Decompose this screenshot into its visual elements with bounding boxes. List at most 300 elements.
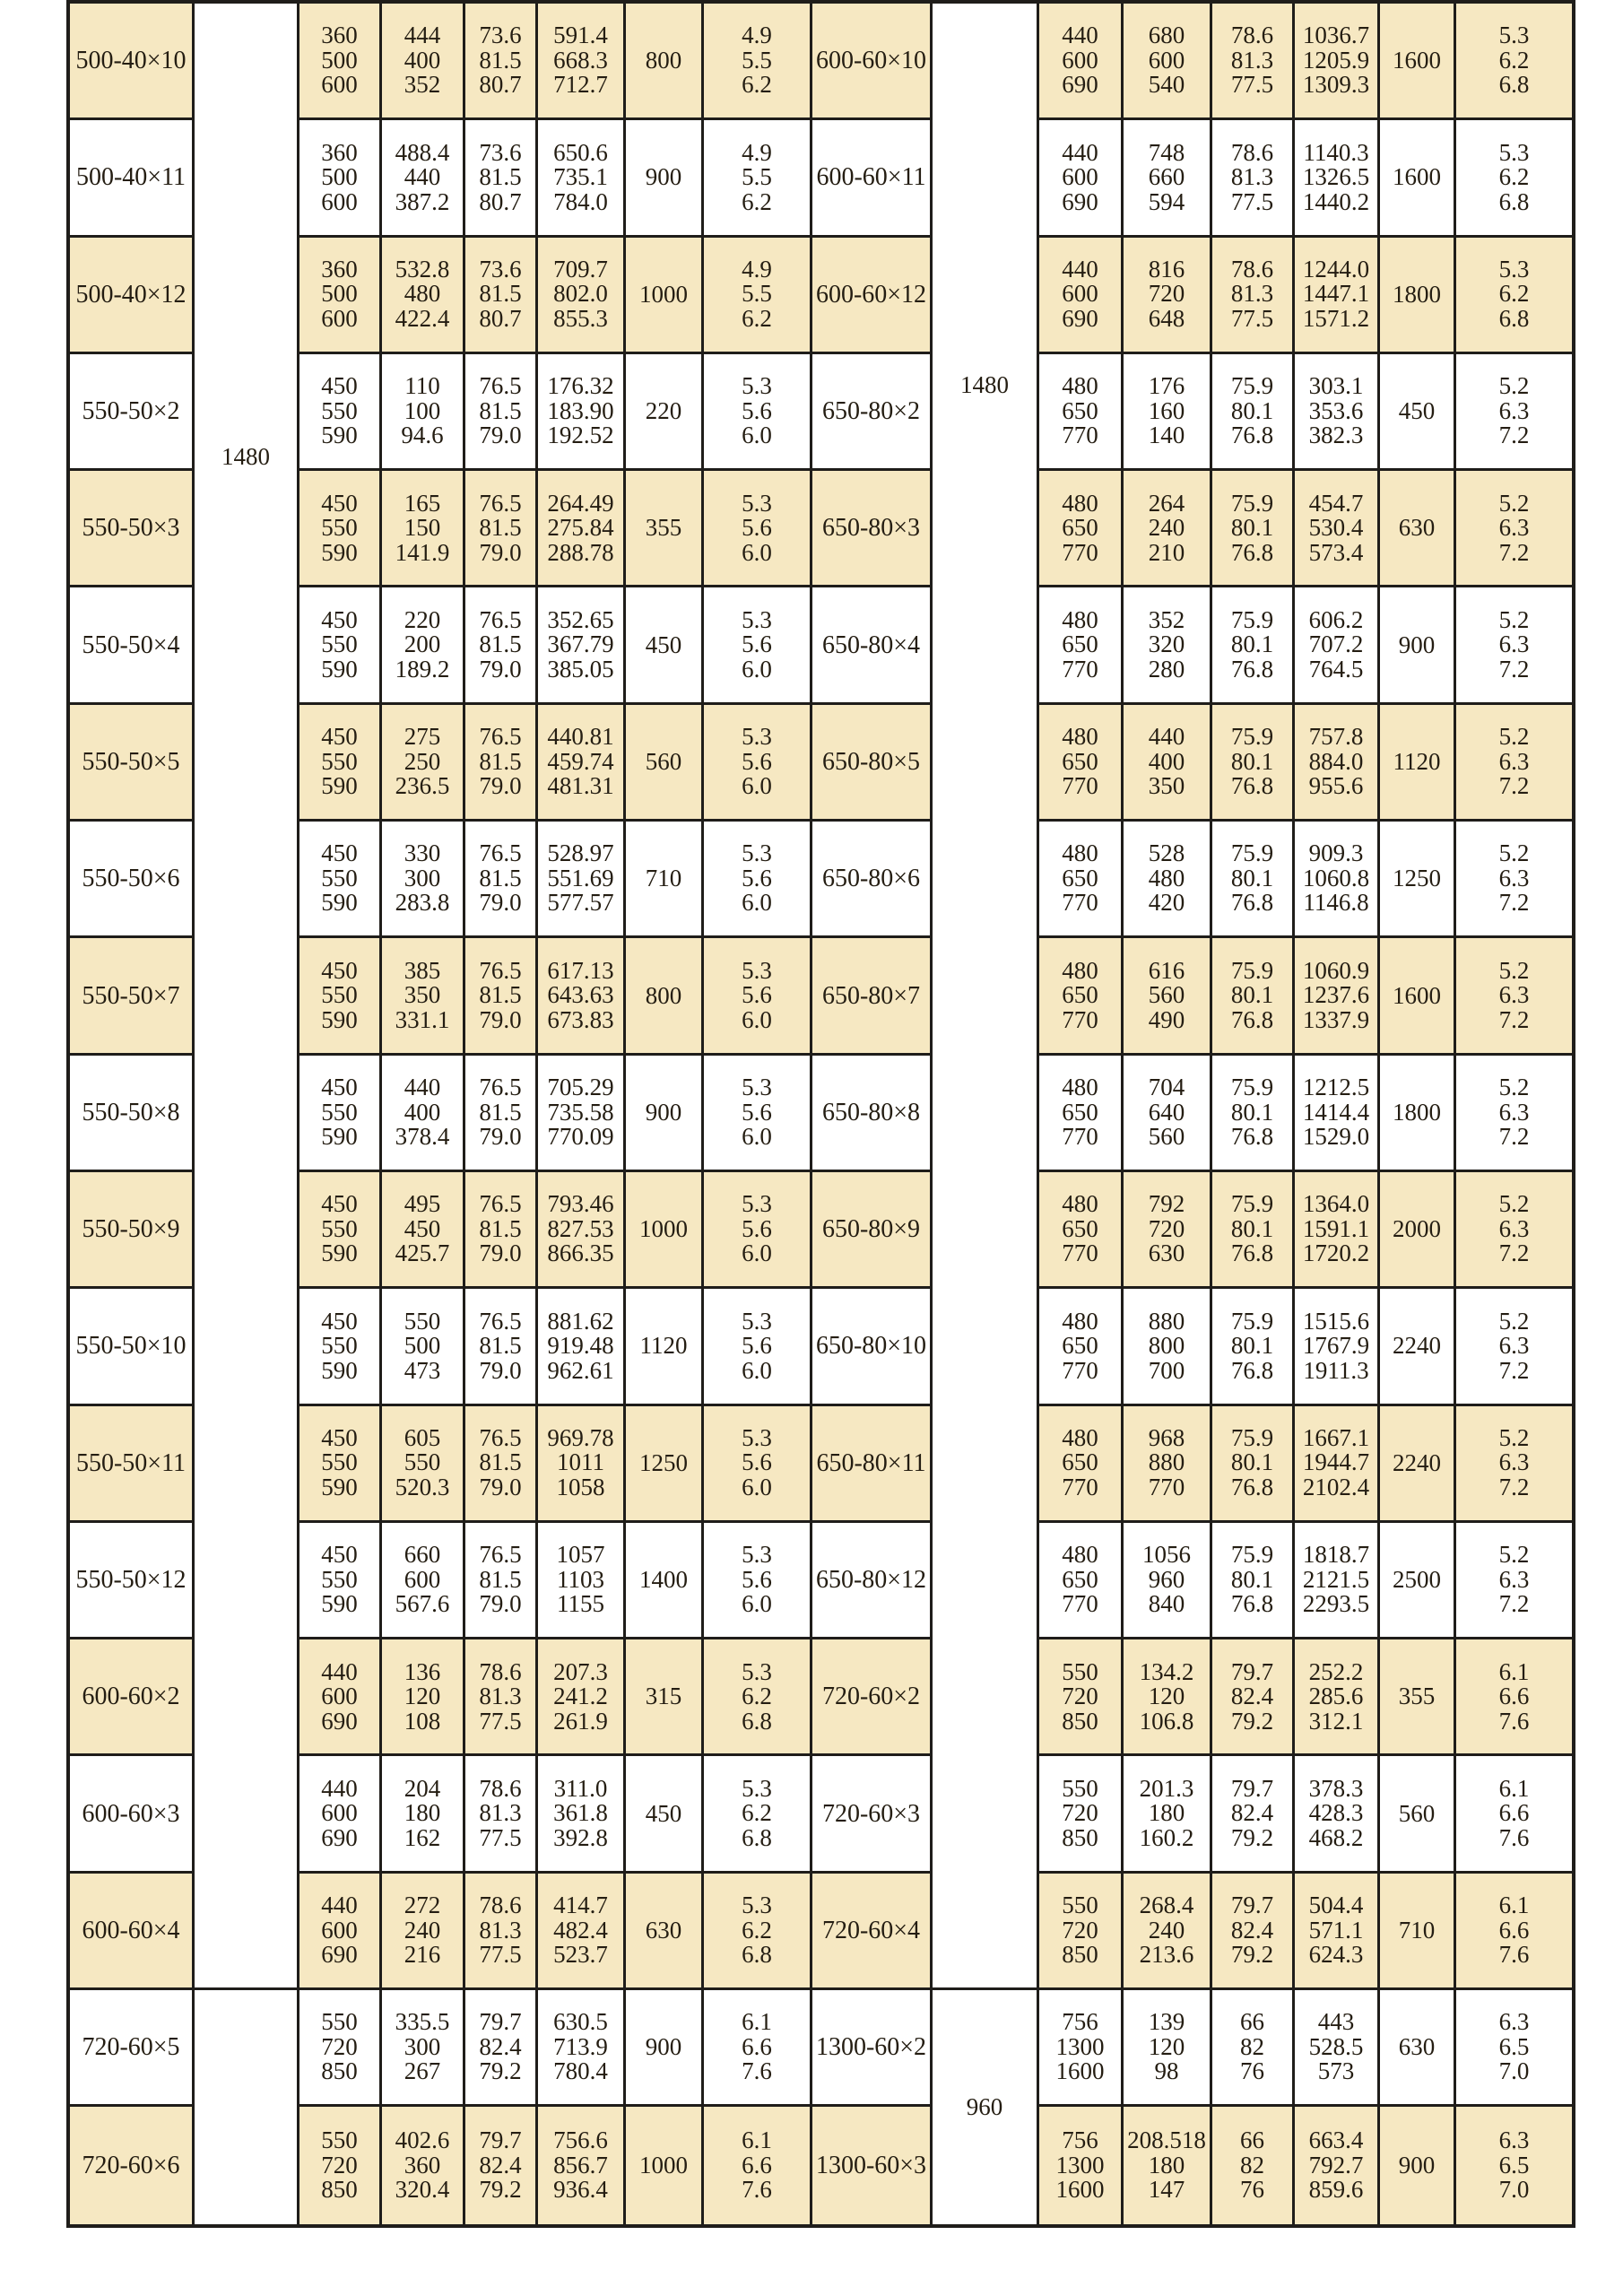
data-cell bbox=[1124, 238, 1212, 354]
data-line: 75.9 bbox=[1230, 1541, 1274, 1569]
data-line: 303.1 bbox=[1308, 372, 1364, 400]
data-line: 387.2 bbox=[395, 187, 450, 215]
data-cell bbox=[538, 471, 626, 587]
data-line: 261.9 bbox=[553, 1707, 608, 1735]
data-line: 352.65 bbox=[547, 605, 614, 633]
data-line: 7.0 bbox=[1498, 2057, 1530, 2085]
data-cell bbox=[1212, 354, 1295, 471]
data-line: 468.2 bbox=[1308, 1823, 1364, 1851]
data-line: 1571.2 bbox=[1302, 304, 1370, 332]
data-line: 5.5 bbox=[742, 163, 772, 191]
data-line: 300 bbox=[404, 2032, 441, 2060]
data-line: 6.0 bbox=[742, 772, 772, 800]
data-cell bbox=[382, 587, 465, 704]
data-line: 180 bbox=[1148, 2151, 1185, 2179]
data-line: 648 bbox=[1148, 304, 1185, 332]
data-line: 630.5 bbox=[553, 2008, 608, 2036]
data-line: 134.2 bbox=[1139, 1657, 1194, 1685]
data-line: 81.3 bbox=[479, 1916, 522, 1944]
data-line: 600 bbox=[1148, 46, 1185, 74]
data-line: 81.3 bbox=[1230, 280, 1274, 308]
data-line: 6.3 bbox=[1498, 1565, 1530, 1593]
value-cell bbox=[626, 120, 704, 237]
data-line: 100 bbox=[404, 396, 441, 424]
data-line: 6.8 bbox=[1498, 71, 1530, 99]
data-cell bbox=[465, 1639, 538, 1756]
data-line: 272 bbox=[404, 1892, 441, 1919]
data-line: 392.8 bbox=[553, 1823, 608, 1851]
data-line: 450 bbox=[321, 605, 358, 633]
data-line: 1140.3 bbox=[1303, 138, 1369, 166]
data-cell bbox=[299, 1874, 382, 1990]
data-line: 76.8 bbox=[1230, 1473, 1274, 1500]
data-cell bbox=[1295, 471, 1380, 587]
data-line: 650 bbox=[1062, 1448, 1098, 1476]
data-line: 241.2 bbox=[553, 1683, 608, 1710]
data-line: 590 bbox=[321, 1239, 358, 1267]
data-line: 720 bbox=[321, 2151, 358, 2179]
data-line: 440 bbox=[1062, 22, 1098, 49]
data-line: 735.1 bbox=[553, 163, 608, 191]
data-line: 756 bbox=[1062, 2126, 1098, 2154]
data-line: 6.2 bbox=[1498, 280, 1530, 308]
data-line: 79.7 bbox=[479, 2126, 522, 2154]
data-cell bbox=[465, 1056, 538, 1172]
data-line: 6.3 bbox=[1498, 2008, 1530, 2036]
data-line: 385.05 bbox=[547, 655, 614, 683]
data-line: 264.49 bbox=[547, 489, 614, 517]
data-line: 450 bbox=[321, 1074, 358, 1101]
data-line: 98 bbox=[1154, 2057, 1179, 2085]
data-line: 550 bbox=[321, 981, 358, 1009]
data-line: 955.6 bbox=[1308, 772, 1364, 800]
data-line: 6.6 bbox=[1498, 1683, 1530, 1710]
data-line: 1447.1 bbox=[1302, 280, 1370, 308]
data-line: 400 bbox=[1148, 747, 1185, 775]
data-cell bbox=[299, 354, 382, 471]
data-line: 81.5 bbox=[479, 1565, 522, 1593]
speed-value: 1480 bbox=[221, 443, 270, 470]
data-line: 283.8 bbox=[395, 889, 450, 917]
data-line: 75.9 bbox=[1230, 605, 1274, 633]
data-line: 79.2 bbox=[1230, 1707, 1274, 1735]
data-line: 504.4 bbox=[1308, 1892, 1364, 1919]
data-line: 73.6 bbox=[479, 22, 522, 49]
data-line: 312.1 bbox=[1308, 1707, 1364, 1735]
value: 900 bbox=[645, 2033, 682, 2061]
data-line: 440 bbox=[321, 1892, 358, 1919]
data-line: 440 bbox=[1148, 723, 1185, 751]
data-line: 550 bbox=[1062, 1774, 1098, 1802]
data-line: 866.35 bbox=[547, 1239, 614, 1267]
data-line: 75.9 bbox=[1230, 372, 1274, 400]
data-line: 80.1 bbox=[1230, 1332, 1274, 1360]
data-cell bbox=[704, 1406, 812, 1523]
data-line: 551.69 bbox=[547, 864, 614, 891]
data-line: 770 bbox=[1062, 1356, 1098, 1384]
data-line: 6.3 bbox=[1498, 1214, 1530, 1242]
data-line: 220 bbox=[404, 605, 441, 633]
model-cell: 550-50×11 bbox=[70, 1406, 195, 1523]
data-line: 5.3 bbox=[742, 1307, 772, 1335]
data-cell bbox=[704, 1990, 812, 2107]
data-cell bbox=[1456, 354, 1572, 471]
data-line: 360 bbox=[321, 255, 358, 283]
data-line: 82.4 bbox=[479, 2032, 522, 2060]
data-line: 792.7 bbox=[1308, 2151, 1364, 2179]
data-line: 6.0 bbox=[742, 422, 772, 449]
data-cell bbox=[299, 1056, 382, 1172]
data-line: 440 bbox=[404, 163, 441, 191]
data-line: 331.1 bbox=[395, 1005, 450, 1033]
data-cell bbox=[1124, 1756, 1212, 1873]
data-line: 81.3 bbox=[1230, 46, 1274, 74]
data-line: 600 bbox=[1062, 280, 1098, 308]
data-line: 81.5 bbox=[479, 631, 522, 658]
value-cell bbox=[1380, 822, 1456, 938]
data-line: 590 bbox=[321, 772, 358, 800]
value: 315 bbox=[645, 1683, 682, 1710]
data-cell bbox=[704, 2107, 812, 2223]
data-line: 1056 bbox=[1142, 1541, 1191, 1569]
data-cell bbox=[382, 1289, 465, 1405]
data-line: 80.1 bbox=[1230, 631, 1274, 658]
data-line: 2293.5 bbox=[1302, 1590, 1370, 1618]
data-line: 76.8 bbox=[1230, 1005, 1274, 1033]
data-line: 81.5 bbox=[479, 981, 522, 1009]
data-line: 550 bbox=[321, 1448, 358, 1476]
value-cell bbox=[1380, 1172, 1456, 1289]
data-cell bbox=[538, 1756, 626, 1873]
data-line: 919.48 bbox=[547, 1332, 614, 1360]
data-line: 275 bbox=[404, 723, 441, 751]
data-cell bbox=[1456, 2107, 1572, 2223]
data-line: 480 bbox=[1062, 956, 1098, 984]
data-line: 590 bbox=[321, 1123, 358, 1151]
data-line: 5.2 bbox=[1498, 956, 1530, 984]
data-line: 6.8 bbox=[1498, 304, 1530, 332]
data-cell bbox=[704, 354, 812, 471]
data-line: 80.1 bbox=[1230, 1214, 1274, 1242]
data-cell bbox=[299, 1523, 382, 1639]
data-line: 816 bbox=[1148, 255, 1185, 283]
data-line: 378.3 bbox=[1308, 1774, 1364, 1802]
data-line: 690 bbox=[1062, 187, 1098, 215]
data-cell bbox=[382, 354, 465, 471]
speed-cell bbox=[933, 1990, 1039, 2224]
value-cell bbox=[1380, 238, 1456, 354]
model-cell: 650-80×7 bbox=[812, 938, 933, 1055]
value: 2240 bbox=[1393, 1448, 1441, 1476]
data-line: 650 bbox=[1062, 1565, 1098, 1593]
data-line: 840 bbox=[1148, 1590, 1185, 1618]
data-line: 76.8 bbox=[1230, 1239, 1274, 1267]
value: 560 bbox=[645, 747, 682, 775]
value-cell bbox=[1380, 938, 1456, 1055]
data-cell bbox=[382, 1874, 465, 1990]
data-line: 480 bbox=[1062, 1074, 1098, 1101]
data-cell bbox=[1039, 1756, 1124, 1873]
data-cell bbox=[704, 938, 812, 1055]
data-line: 6.2 bbox=[742, 1799, 772, 1827]
data-line: 81.3 bbox=[479, 1799, 522, 1827]
value-cell bbox=[1380, 1990, 1456, 2107]
data-line: 7.6 bbox=[742, 2057, 772, 2085]
model-cell: 550-50×7 bbox=[70, 938, 195, 1055]
data-line: 79.0 bbox=[479, 889, 522, 917]
data-line: 252.2 bbox=[1308, 1657, 1364, 1685]
data-line: 770 bbox=[1148, 1473, 1185, 1500]
data-cell bbox=[1212, 1756, 1295, 1873]
value: 2240 bbox=[1393, 1332, 1441, 1360]
data-line: 192.52 bbox=[547, 422, 614, 449]
data-cell bbox=[1124, 1172, 1212, 1289]
data-line: 480 bbox=[1062, 1541, 1098, 1569]
data-line: 6.1 bbox=[1498, 1774, 1530, 1802]
data-cell bbox=[704, 1756, 812, 1873]
value: 2500 bbox=[1393, 1566, 1441, 1593]
data-line: 1911.3 bbox=[1303, 1356, 1369, 1384]
data-line: 720 bbox=[1148, 280, 1185, 308]
data-line: 360 bbox=[321, 22, 358, 49]
data-cell bbox=[465, 4, 538, 120]
data-cell bbox=[465, 1172, 538, 1289]
model-cell: 650-80×10 bbox=[812, 1289, 933, 1405]
data-line: 500 bbox=[404, 1332, 441, 1360]
data-cell bbox=[1124, 120, 1212, 237]
data-cell bbox=[465, 587, 538, 704]
data-cell bbox=[704, 822, 812, 938]
model-cell: 720-60×2 bbox=[812, 1639, 933, 1756]
data-line: 236.5 bbox=[395, 772, 450, 800]
data-line: 201.3 bbox=[1139, 1774, 1194, 1802]
data-line: 1212.5 bbox=[1302, 1074, 1370, 1101]
data-line: 80.1 bbox=[1230, 396, 1274, 424]
data-line: 523.7 bbox=[553, 1941, 608, 1969]
data-line: 450 bbox=[321, 1541, 358, 1569]
model-cell: 650-80×9 bbox=[812, 1172, 933, 1289]
data-line: 75.9 bbox=[1230, 723, 1274, 751]
data-cell bbox=[1295, 1874, 1380, 1990]
data-line: 480 bbox=[1062, 1190, 1098, 1218]
data-cell bbox=[1212, 938, 1295, 1055]
data-line: 668.3 bbox=[553, 46, 608, 74]
data-cell bbox=[1039, 1523, 1124, 1639]
data-cell bbox=[704, 1523, 812, 1639]
data-line: 77.5 bbox=[479, 1941, 522, 1969]
data-line: 5.3 bbox=[1498, 255, 1530, 283]
data-line: 82.4 bbox=[1230, 1683, 1274, 1710]
data-cell bbox=[1124, 1289, 1212, 1405]
data-line: 189.2 bbox=[395, 655, 450, 683]
data-cell bbox=[538, 1172, 626, 1289]
data-line: 573.4 bbox=[1308, 538, 1364, 566]
data-cell bbox=[1456, 238, 1572, 354]
data-line: 705.29 bbox=[547, 1074, 614, 1101]
data-line: 79.7 bbox=[1230, 1657, 1274, 1685]
model-cell: 650-80×2 bbox=[812, 354, 933, 471]
data-line: 540 bbox=[1148, 71, 1185, 99]
data-line: 7.2 bbox=[1498, 1005, 1530, 1033]
data-line: 311.0 bbox=[553, 1774, 608, 1802]
data-line: 7.2 bbox=[1498, 655, 1530, 683]
data-line: 79.0 bbox=[479, 1239, 522, 1267]
data-line: 6.6 bbox=[742, 2032, 772, 2060]
data-cell bbox=[1039, 938, 1124, 1055]
data-line: 450 bbox=[321, 372, 358, 400]
data-cell bbox=[1124, 1406, 1212, 1523]
data-line: 5.6 bbox=[742, 514, 772, 542]
data-line: 617.13 bbox=[547, 956, 614, 984]
data-cell bbox=[704, 1874, 812, 1990]
data-line: 402.6 bbox=[395, 2126, 450, 2154]
data-line: 630 bbox=[1148, 1239, 1185, 1267]
data-cell bbox=[1212, 1523, 1295, 1639]
model-cell: 550-50×10 bbox=[70, 1289, 195, 1405]
model-cell: 550-50×12 bbox=[70, 1523, 195, 1639]
data-line: 78.6 bbox=[1230, 138, 1274, 166]
data-line: 81.5 bbox=[479, 514, 522, 542]
model-cell: 720-60×4 bbox=[812, 1874, 933, 1990]
data-line: 76.8 bbox=[1230, 1590, 1274, 1618]
data-line: 1155 bbox=[557, 1590, 604, 1618]
data-line: 735.58 bbox=[547, 1098, 614, 1126]
data-line: 640 bbox=[1148, 1098, 1185, 1126]
data-line: 881.62 bbox=[547, 1307, 614, 1335]
data-cell bbox=[538, 1289, 626, 1405]
data-cell bbox=[1124, 471, 1212, 587]
data-line: 528.97 bbox=[547, 839, 614, 867]
value-cell bbox=[626, 4, 704, 120]
data-line: 1300 bbox=[1055, 2032, 1105, 2060]
model-cell: 650-80×11 bbox=[812, 1406, 933, 1523]
data-line: 605 bbox=[404, 1423, 441, 1451]
data-line: 320.4 bbox=[395, 2176, 450, 2204]
data-line: 884.0 bbox=[1308, 747, 1364, 775]
data-line: 690 bbox=[321, 1707, 358, 1735]
data-line: 5.6 bbox=[742, 1448, 772, 1476]
data-line: 77.5 bbox=[479, 1707, 522, 1735]
data-line: 136 bbox=[404, 1657, 441, 1685]
data-line: 213.6 bbox=[1139, 1941, 1194, 1969]
value: 630 bbox=[645, 1916, 682, 1944]
data-cell bbox=[299, 1406, 382, 1523]
data-cell bbox=[465, 238, 538, 354]
data-line: 79.7 bbox=[1230, 1774, 1274, 1802]
data-line: 7.0 bbox=[1498, 2176, 1530, 2204]
model-cell: 600-60×2 bbox=[70, 1639, 195, 1756]
data-line: 7.2 bbox=[1498, 889, 1530, 917]
data-line: 500 bbox=[321, 163, 358, 191]
data-cell bbox=[1039, 1990, 1124, 2107]
data-line: 650 bbox=[1062, 514, 1098, 542]
data-line: 75.9 bbox=[1230, 1074, 1274, 1101]
data-line: 450 bbox=[321, 1307, 358, 1335]
data-line: 361.8 bbox=[553, 1799, 608, 1827]
data-line: 1591.1 bbox=[1302, 1214, 1370, 1242]
data-cell bbox=[382, 120, 465, 237]
data-cell bbox=[382, 4, 465, 120]
data-line: 1529.0 bbox=[1302, 1123, 1370, 1151]
data-cell bbox=[1124, 1056, 1212, 1172]
data-line: 352 bbox=[404, 71, 441, 99]
data-line: 76.8 bbox=[1230, 889, 1274, 917]
data-line: 1767.9 bbox=[1302, 1332, 1370, 1360]
data-cell bbox=[1456, 938, 1572, 1055]
data-line: 770 bbox=[1062, 1005, 1098, 1033]
data-line: 5.2 bbox=[1498, 605, 1530, 633]
data-line: 385 bbox=[404, 956, 441, 984]
model-cell: 550-50×6 bbox=[70, 822, 195, 938]
data-line: 480 bbox=[1062, 1423, 1098, 1451]
data-line: 6.0 bbox=[742, 1123, 772, 1151]
data-line: 79.2 bbox=[1230, 1823, 1274, 1851]
data-line: 81.5 bbox=[479, 163, 522, 191]
data-line: 73.6 bbox=[479, 138, 522, 166]
data-line: 500 bbox=[321, 46, 358, 74]
data-cell bbox=[704, 1056, 812, 1172]
data-line: 6.5 bbox=[1498, 2032, 1530, 2060]
data-cell bbox=[1295, 705, 1380, 822]
data-line: 77.5 bbox=[1230, 71, 1274, 99]
data-line: 76.5 bbox=[479, 723, 522, 751]
data-line: 1205.9 bbox=[1302, 46, 1370, 74]
data-line: 720 bbox=[1062, 1683, 1098, 1710]
data-line: 81.5 bbox=[479, 864, 522, 891]
data-cell bbox=[538, 1406, 626, 1523]
data-line: 550 bbox=[1062, 1657, 1098, 1685]
data-line: 180 bbox=[404, 1799, 441, 1827]
data-line: 79.0 bbox=[479, 1123, 522, 1151]
data-cell bbox=[465, 354, 538, 471]
data-line: 108 bbox=[404, 1707, 441, 1735]
data-line: 550 bbox=[1062, 1892, 1098, 1919]
speed-cell bbox=[195, 4, 299, 1990]
model-cell: 500-40×12 bbox=[70, 238, 195, 354]
data-line: 571.1 bbox=[1308, 1916, 1364, 1944]
value: 1600 bbox=[1393, 47, 1441, 74]
data-line: 550 bbox=[321, 747, 358, 775]
data-line: 850 bbox=[321, 2057, 358, 2085]
data-line: 76.5 bbox=[479, 1307, 522, 1335]
data-cell bbox=[704, 587, 812, 704]
data-line: 76.5 bbox=[479, 1074, 522, 1101]
value: 560 bbox=[1398, 1799, 1436, 1827]
data-line: 1103 bbox=[557, 1565, 604, 1593]
data-line: 770 bbox=[1062, 655, 1098, 683]
data-line: 600 bbox=[321, 187, 358, 215]
data-line: 82.4 bbox=[1230, 1799, 1274, 1827]
data-line: 240 bbox=[1148, 514, 1185, 542]
data-line: 5.3 bbox=[1498, 138, 1530, 166]
data-line: 850 bbox=[321, 2176, 358, 2204]
data-line: 78.6 bbox=[1230, 22, 1274, 49]
data-line: 5.5 bbox=[742, 46, 772, 74]
data-line: 78.6 bbox=[479, 1892, 522, 1919]
data-line: 183.90 bbox=[547, 396, 614, 424]
data-cell bbox=[1456, 4, 1572, 120]
data-line: 79.0 bbox=[479, 422, 522, 449]
speed-cell bbox=[195, 1990, 299, 2224]
data-line: 1057 bbox=[556, 1541, 605, 1569]
data-line: 707.2 bbox=[1308, 631, 1364, 658]
data-line: 690 bbox=[1062, 304, 1098, 332]
data-line: 75.9 bbox=[1230, 1423, 1274, 1451]
data-cell bbox=[538, 1639, 626, 1756]
model-cell: 550-50×2 bbox=[70, 354, 195, 471]
data-cell bbox=[299, 587, 382, 704]
data-cell bbox=[1295, 1756, 1380, 1873]
